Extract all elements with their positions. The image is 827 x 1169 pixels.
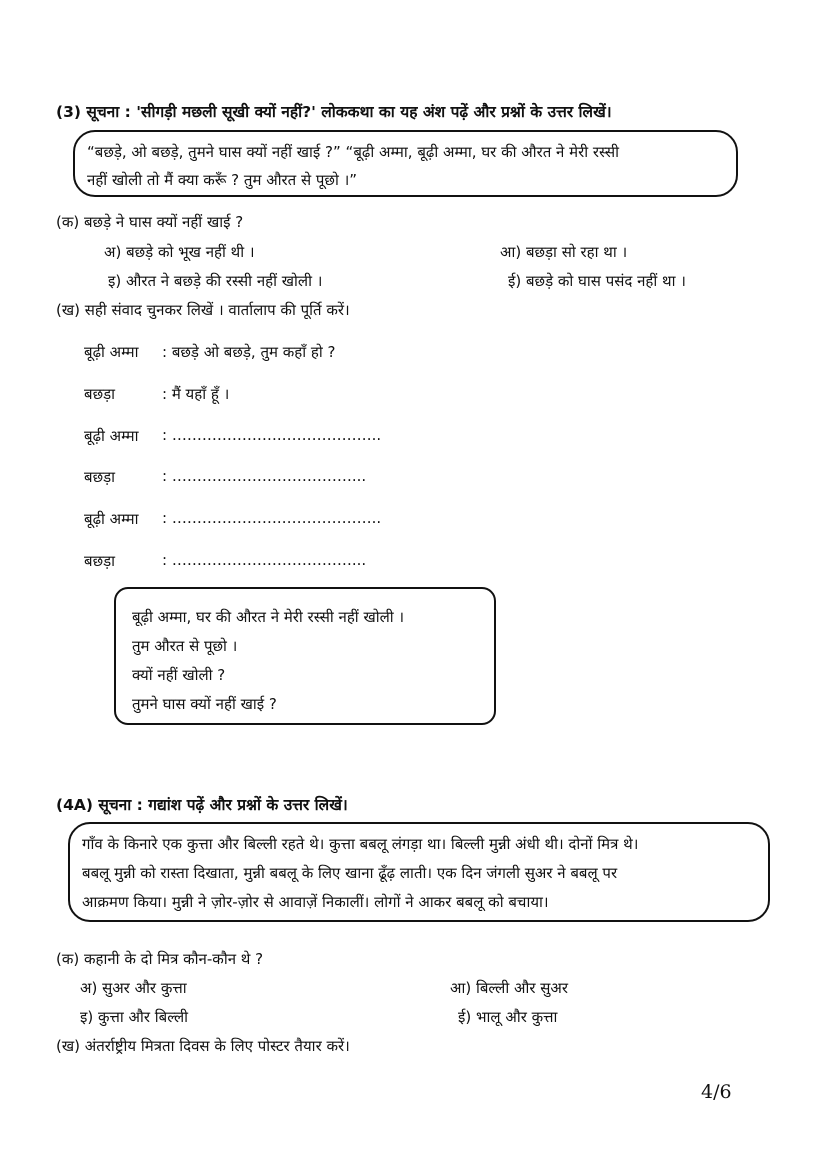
dialogue-speaker: बछड़ा (84, 385, 115, 403)
q3-passage-line: “बछड़े, ओ बछड़े, तुमने घास क्यों नहीं खाई ?” “बूढ़ी अम्मा, बूढ़ी अम्मा, घर की औरत ने मेरी रस्सी (87, 143, 620, 161)
dialogue-speaker: बछड़ा (84, 552, 115, 570)
dialogue-choices-box (114, 587, 496, 725)
q4-passage-box (68, 822, 770, 922)
q4-passage-line: बबलू मुन्नी को रास्ता दिखाता, मुन्नी बबलू के लिए खाना ढूँढ़ लाती। एक दिन जंगली सुअर ने बबलू पर (82, 864, 618, 882)
dialogue-speaker: बूढ़ी अम्मा (84, 427, 139, 445)
dialogue-choice: तुम औरत से पूछो । (132, 637, 238, 655)
dialogue-blank: : ………………….……………….. (162, 426, 382, 444)
dialogue-speaker: बूढ़ी अम्मा (84, 510, 139, 528)
q3-option-aa: आ) बछड़ा सो रहा था । (500, 243, 628, 261)
q3-heading: (3) सूचना : 'सीगड़ी मछली सूखी क्यों नहीं?' लोककथा का यह अंश पढ़ें और प्रश्नों के उत्तर लिखें। (56, 103, 612, 121)
dialogue-choice: बूढ़ी अम्मा, घर की औरत ने मेरी रस्सी नहीं खोली । (132, 608, 405, 626)
q4-heading: (4A) सूचना : गद्यांश पढ़ें और प्रश्नों के उत्तर लिखें। (56, 796, 348, 814)
q3-passage-line: नहीं खोली तो मैं क्या करूँ ? तुम औरत से पूछो ।” (87, 171, 358, 189)
dialogue-text: : बछड़े ओ बछड़े, तुम कहाँ हो ? (162, 343, 336, 361)
q4-option-ii: ई) भालू और कुत्ता (458, 1008, 558, 1026)
q3-option-a: अ) बछड़े को भूख नहीं थी । (104, 243, 255, 261)
dialogue-blank: : ………………….……………….. (162, 509, 382, 527)
q4-qb-label: (ख) अंतर्राष्ट्रीय मित्रता दिवस के लिए पोस्टर तैयार करें। (56, 1037, 350, 1055)
q4-passage-line: गाँव के किनारे एक कुत्ता और बिल्ली रहते थे। कुत्ता बबलू लंगड़ा था। बिल्ली मुन्नी अंधी थी। दोनों मित्र थे। (82, 835, 639, 853)
dialogue-speaker: बछड़ा (84, 468, 115, 486)
dialogue-text: : मैं यहाँ हूँ । (162, 385, 230, 403)
page-number: 4/6 (701, 1081, 732, 1103)
q4-qa-label: (क) कहानी के दो मित्र कौन-कौन थे ? (56, 950, 264, 968)
q3-option-ii: ई) बछड़े को घास पसंद नहीं था । (508, 272, 686, 290)
q4-option-a: अ) सुअर और कुत्ता (80, 979, 187, 997)
dialogue-blank: : ………………………………... (162, 551, 367, 569)
q4-option-i: इ) कुत्ता और बिल्ली (80, 1008, 189, 1026)
q3-option-i: इ) औरत ने बछड़े की रस्सी नहीं खोली । (108, 272, 323, 290)
dialogue-choice: क्यों नहीं खोली ? (132, 666, 226, 684)
q3-qa-label: (क) बछड़े ने घास क्यों नहीं खाई ? (56, 213, 244, 231)
q4-option-aa: आ) बिल्ली और सुअर (450, 979, 568, 997)
dialogue-blank: : ………………………………... (162, 467, 367, 485)
q4-passage-line: आक्रमण किया। मुन्नी ने ज़ोर-ज़ोर से आवाज़ें निकालीं। लोगों ने आकर बबलू को बचाया। (82, 893, 549, 911)
q3-passage-box (73, 130, 738, 197)
dialogue-choice: तुमने घास क्यों नहीं खाई ? (132, 695, 277, 713)
q3-qb-label: (ख) सही संवाद चुनकर लिखें । वार्तालाप की पूर्ति करें। (56, 301, 350, 319)
dialogue-speaker: बूढ़ी अम्मा (84, 343, 139, 361)
